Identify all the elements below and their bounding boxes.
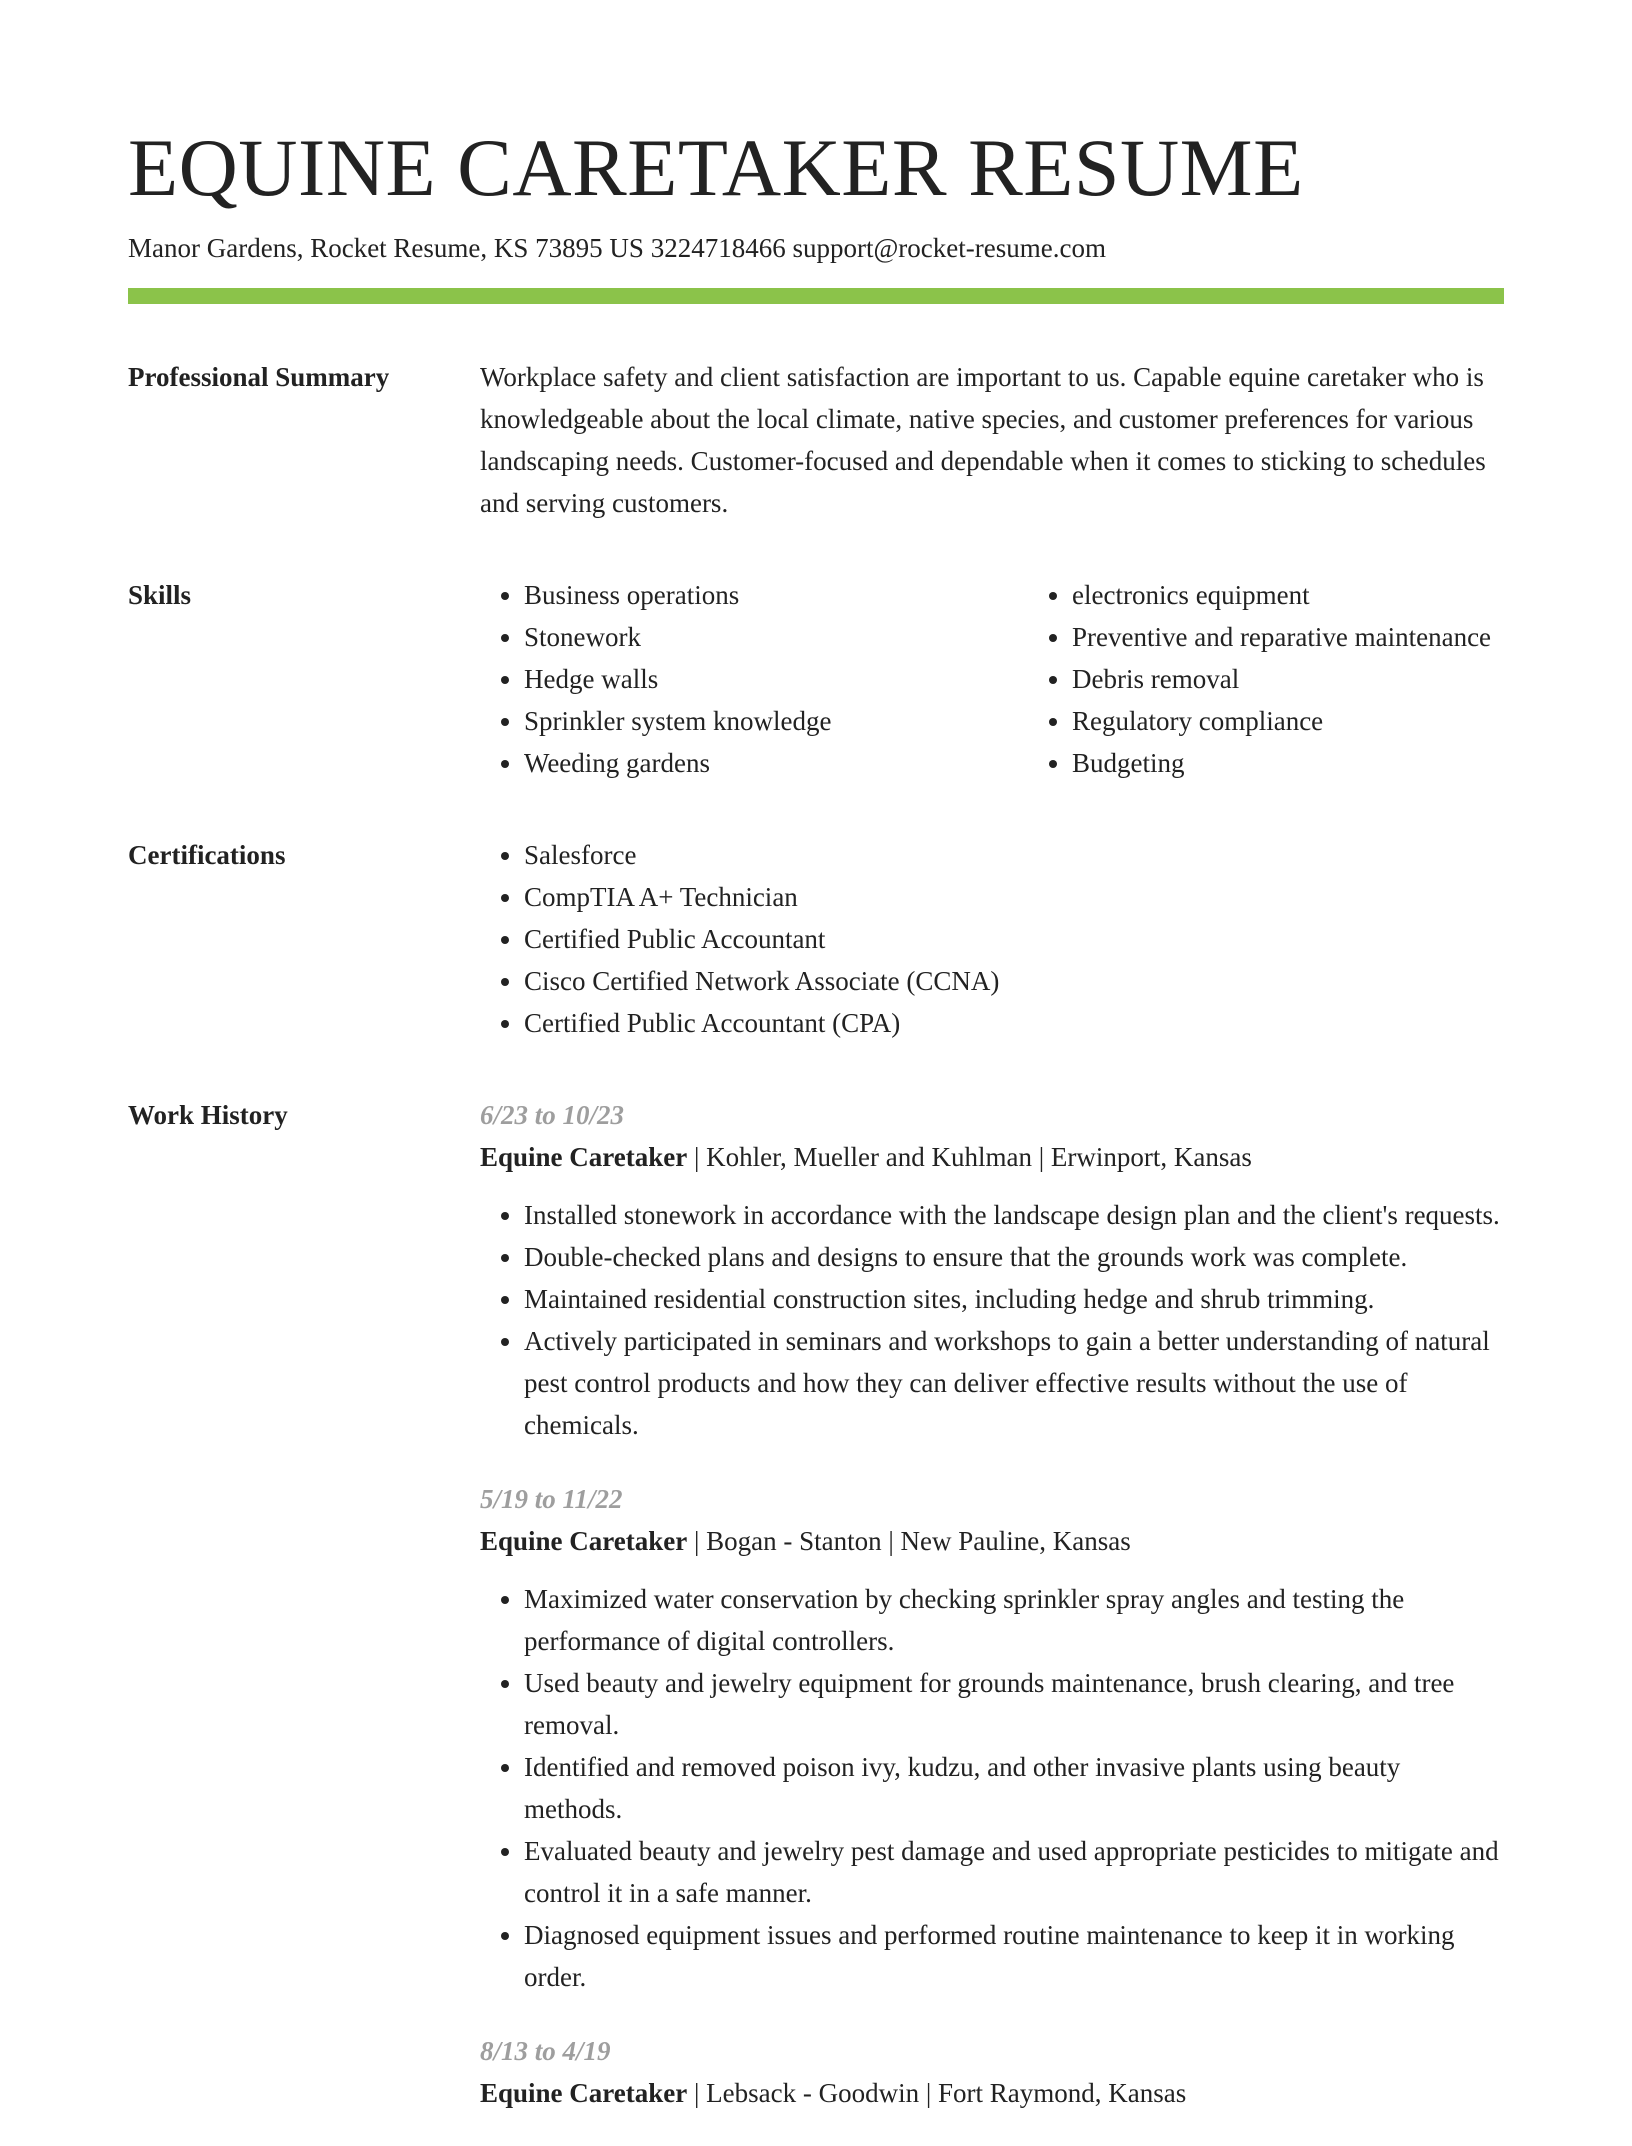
- list-item: • Actively participated in seminars and workshops to gain a better understanding of natural pest control products and how they can deliver effective results without the use of chemicals.: [524, 1320, 1504, 1446]
- list-item: • Used beauty and jewelry equipment for grounds maintenance, brush clearing, and tree removal.: [524, 1662, 1504, 1746]
- list-item: • Evaluated beauty and jewelry pest damage and used appropriate pesticides to mitigate and control it in a safe manner.: [524, 1830, 1504, 1914]
- list-item: • Salesforce: [524, 834, 1504, 876]
- section-professional-summary: [128, 356, 1504, 524]
- list-item: • Budgeting: [1072, 742, 1491, 784]
- section-certifications: [128, 834, 1504, 1044]
- section-label: Certifications: [128, 840, 286, 870]
- list-item: • Weeding gardens: [524, 742, 1028, 784]
- list-item: • Cisco Certified Network Associate (CCNA): [524, 960, 1504, 1002]
- contact-line: Manor Gardens, Rocket Resume, KS 73895 US 3224718466 support@rocket-resume.com: [128, 233, 1106, 263]
- list-item: • Regulatory compliance: [1072, 700, 1491, 742]
- list-item: • Maximized water conservation by checking sprinkler spray angles and testing the performance of digital controllers.: [524, 1578, 1504, 1662]
- job-date: 6/23 to 10/23: [480, 1100, 625, 1130]
- job-title: Equine Caretaker: [480, 1526, 688, 1556]
- job-date: 8/13 to 4/19: [480, 2036, 611, 2066]
- list-item: • Certified Public Accountant (CPA): [524, 1002, 1504, 1044]
- list-item: • Identified and removed poison ivy, kudzu, and other invasive plants using beauty methods.: [524, 1746, 1504, 1830]
- job-heading: [480, 2072, 1504, 2114]
- list-item: • Double-checked plans and designs to ensure that the grounds work was complete.: [524, 1236, 1504, 1278]
- list-item: • Maintained residential construction sites, including hedge and shrub trimming.: [524, 1278, 1504, 1320]
- resume-title: EQUINE CARETAKER RESUME: [128, 122, 1304, 213]
- list-item: • Sprinkler system knowledge: [524, 700, 1028, 742]
- list-item: • Business operations: [524, 574, 1028, 616]
- job-company-location: | Kohler, Mueller and Kuhlman | Erwinport, Kansas: [687, 1142, 1252, 1172]
- list-item: • electronics equipment: [1072, 574, 1491, 616]
- job-entry: [480, 2030, 1504, 2114]
- job-title: Equine Caretaker: [480, 2078, 688, 2108]
- job-heading: [480, 1136, 1504, 1178]
- summary-text: Workplace safety and client satisfaction are important to us. Capable equine caretaker who is knowledgeable about the local climate, native species, and customer preferences for various landscaping needs. Customer-focused and dependable when it comes to sticking to schedules and serving customers.: [480, 362, 1486, 518]
- job-date: 5/19 to 11/22: [480, 1484, 623, 1514]
- list-item: • Diagnosed equipment issues and performed routine maintenance to keep it in working order.: [524, 1914, 1504, 1998]
- job-entry: [480, 1094, 1504, 1446]
- section-label: Work History: [128, 1100, 288, 1130]
- list-item: • Debris removal: [1072, 658, 1491, 700]
- job-entry: [480, 1478, 1504, 1998]
- job-bullets: [480, 1194, 1504, 1446]
- resume-page: [128, 118, 1504, 2146]
- job-title: Equine Caretaker: [480, 1142, 688, 1172]
- job-company-location: | Bogan - Stanton | New Pauline, Kansas: [687, 1526, 1131, 1556]
- list-item: • Certified Public Accountant: [524, 918, 1504, 960]
- list-item: • CompTIA A+ Technician: [524, 876, 1504, 918]
- certifications-list: [480, 834, 1504, 1044]
- section-skills: [128, 574, 1504, 784]
- list-item: • Preventive and reparative maintenance: [1072, 616, 1491, 658]
- section-label: Skills: [128, 580, 192, 610]
- list-item: • Hedge walls: [524, 658, 1028, 700]
- list-item: • Installed stonework in accordance with the landscape design plan and the client's requests.: [524, 1194, 1504, 1236]
- accent-divider: [128, 288, 1504, 304]
- section-label: Professional Summary: [128, 362, 390, 392]
- job-bullets: [480, 1578, 1504, 1998]
- skills-list-col2: [1028, 574, 1491, 784]
- job-company-location: | Lebsack - Goodwin | Fort Raymond, Kansas: [687, 2078, 1187, 2108]
- skills-list-col1: [480, 574, 1028, 784]
- job-heading: [480, 1520, 1504, 1562]
- section-work-history: [128, 1094, 1504, 2146]
- list-item: • Stonework: [524, 616, 1028, 658]
